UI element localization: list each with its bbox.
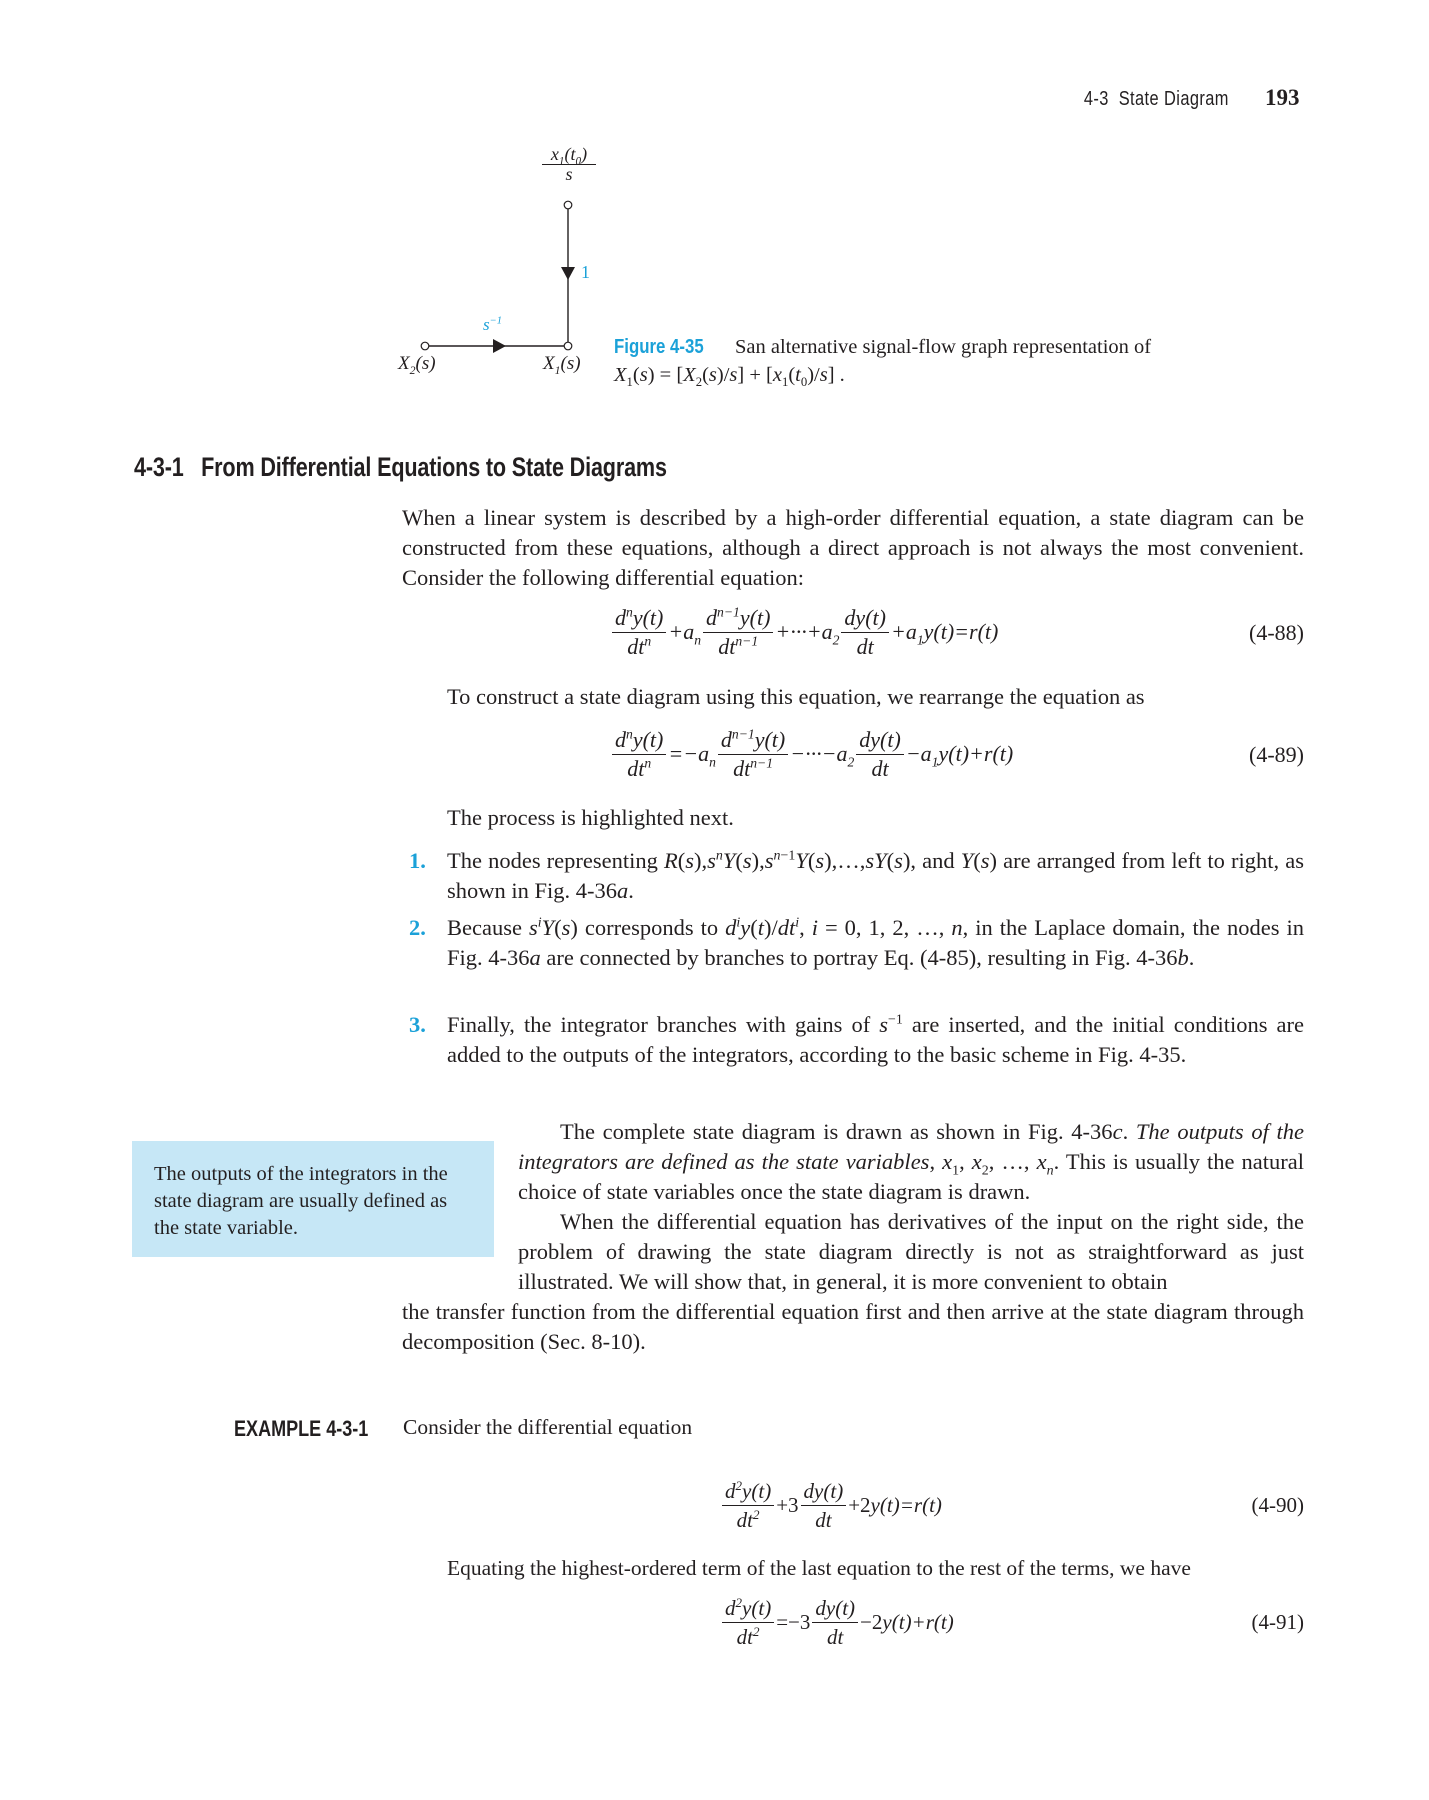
figure-caption-label: Figure 4-35 <box>614 335 704 358</box>
equation-number: (4-90) <box>1251 1493 1304 1517</box>
arrow-right-icon <box>493 339 506 353</box>
figure-4-35-signal-flow-graph <box>380 144 620 390</box>
step-number: 3. <box>409 1012 426 1037</box>
example-label: EXAMPLE 4-3-1 <box>234 1416 369 1441</box>
node-right-label: $X_1(s)$ <box>543 353 581 377</box>
node-x2 <box>421 342 429 350</box>
process-paragraph: The process is highlighted next. <box>447 805 734 830</box>
step-text: The nodes representing $R(s),s^nY(s),s^{n-1}Y(s),\dots,sY(s)$, and Y(s) are arranged from left to right, as shown in Fig. 4-36a. <box>447 848 1304 903</box>
margin-note: The outputs of the integrators in the state diagram are usually defined as the state variable. <box>132 1141 494 1257</box>
step-text: Because $s^iY(s)$ corresponds to $d^iy(t)/dt^i$, i = 0, 1, 2, …, n, in the Laplace domain, the nodes in Fig. 4-36a are connected by branches to portray Eq. (4-85), resulting in Fig. 4-36b. <box>447 915 1305 970</box>
equation-4-88: $\frac{d^ny(t)}{dt^n}$ $+a_n$ $\frac{d^{n-1}y(t)}{dt^{n-1}}$ $+\cdot\cdot\cdot+a_2$ $\frac{dy(t)}{dt}$ $+a_1y(t)=r(t)$ (4-88) <box>610 600 1304 664</box>
horizontal-branch-gain: $s^{-1}$ <box>483 315 502 334</box>
figure-caption <box>614 333 1194 389</box>
step-2 <box>409 913 1305 973</box>
running-head <box>1052 88 1229 111</box>
example-intro: Consider the differential equation <box>403 1415 693 1439</box>
equation-number: (4-89) <box>1249 742 1304 767</box>
equating-paragraph: Equating the highest-ordered term of the last equation to the rest of the terms, we have <box>447 1556 1191 1580</box>
step-3 <box>409 1010 1304 1070</box>
step-text: Finally, the integrator branches with gains of $s^{-1}$ are inserted, and the initial conditions are added to the outputs of the integrators, according to the basic scheme in Fig. 4-35. <box>447 1012 1304 1067</box>
node-left-label: $X_2(s)$ <box>398 353 436 377</box>
step-1 <box>409 846 1304 906</box>
rearrange-paragraph: To construct a state diagram using this equation, we rearrange the equation as <box>447 684 1145 709</box>
node-initial-condition <box>564 201 572 209</box>
running-head-section: 4-3 State Diagram <box>1083 88 1229 110</box>
complete-diagram-paragraph: The complete state diagram is drawn as shown in Fig. 4-36c. The outputs of the integrators are defined as the state variables, $x_1$, $x_2$, …, $x_n$. This is usually the natural choice of state variables once the state diagram is drawn. <box>518 1119 1305 1204</box>
equation-number: (4-91) <box>1251 1610 1304 1634</box>
equation-4-90: $\frac{d^2y(t)}{dt^2}$ +3 $\frac{dy(t)}{dt}$ +2y(t)=r(t) (4-90) <box>610 1473 1304 1537</box>
intro-paragraph: When a linear system is described by a high-order differential equation, a state diagram can be constructed from these equations, although a direct approach is not always the most convenient. Consider the following differential equation: <box>402 505 1304 590</box>
derivatives-paragraph: When the differential equation has derivatives of the input on the right side, the problem of drawing the state diagram directly is not as straightforward as just illustrated. We will show that, in general, it is more convenient to obtain the transfer function from the differential equation first and then arrive at the state diagram through decomposition (Sec. 8-10). <box>402 1209 1304 1354</box>
arrow-down-icon <box>561 267 575 280</box>
page-number: 193 <box>1265 85 1300 110</box>
section-heading: 4-3-1 From Differential Equations to State Diagrams <box>134 452 667 482</box>
step-number: 2. <box>409 915 426 940</box>
node-top-label: $x_1(t_0)$ s <box>542 144 596 183</box>
figure-caption-text: San alternative signal-flow graph representation of <box>735 336 1152 358</box>
equation-4-91: $\frac{d^2y(t)}{dt^2}$ =−3 $\frac{dy(t)}{dt}$ −2y(t)+r(t) (4-91) <box>610 1590 1304 1654</box>
vertical-branch-gain: 1 <box>581 262 590 282</box>
node-x1 <box>564 342 572 350</box>
equation-number: (4-88) <box>1249 620 1304 645</box>
equation-4-89: $\frac{d^ny(t)}{dt^n}$ $=-a_n$ $\frac{d^{n-1}y(t)}{dt^{n-1}}$ $-\cdot\cdot\cdot-a_2$ $\frac{dy(t)}{dt}$ $-a_1y(t)+r(t)$ (4-89) <box>610 722 1304 786</box>
figure-caption-formula: $X_1(s) = [X_2(s)/s] + [x_1(t_0)/s]$ . <box>614 364 845 390</box>
step-number: 1. <box>409 848 426 873</box>
